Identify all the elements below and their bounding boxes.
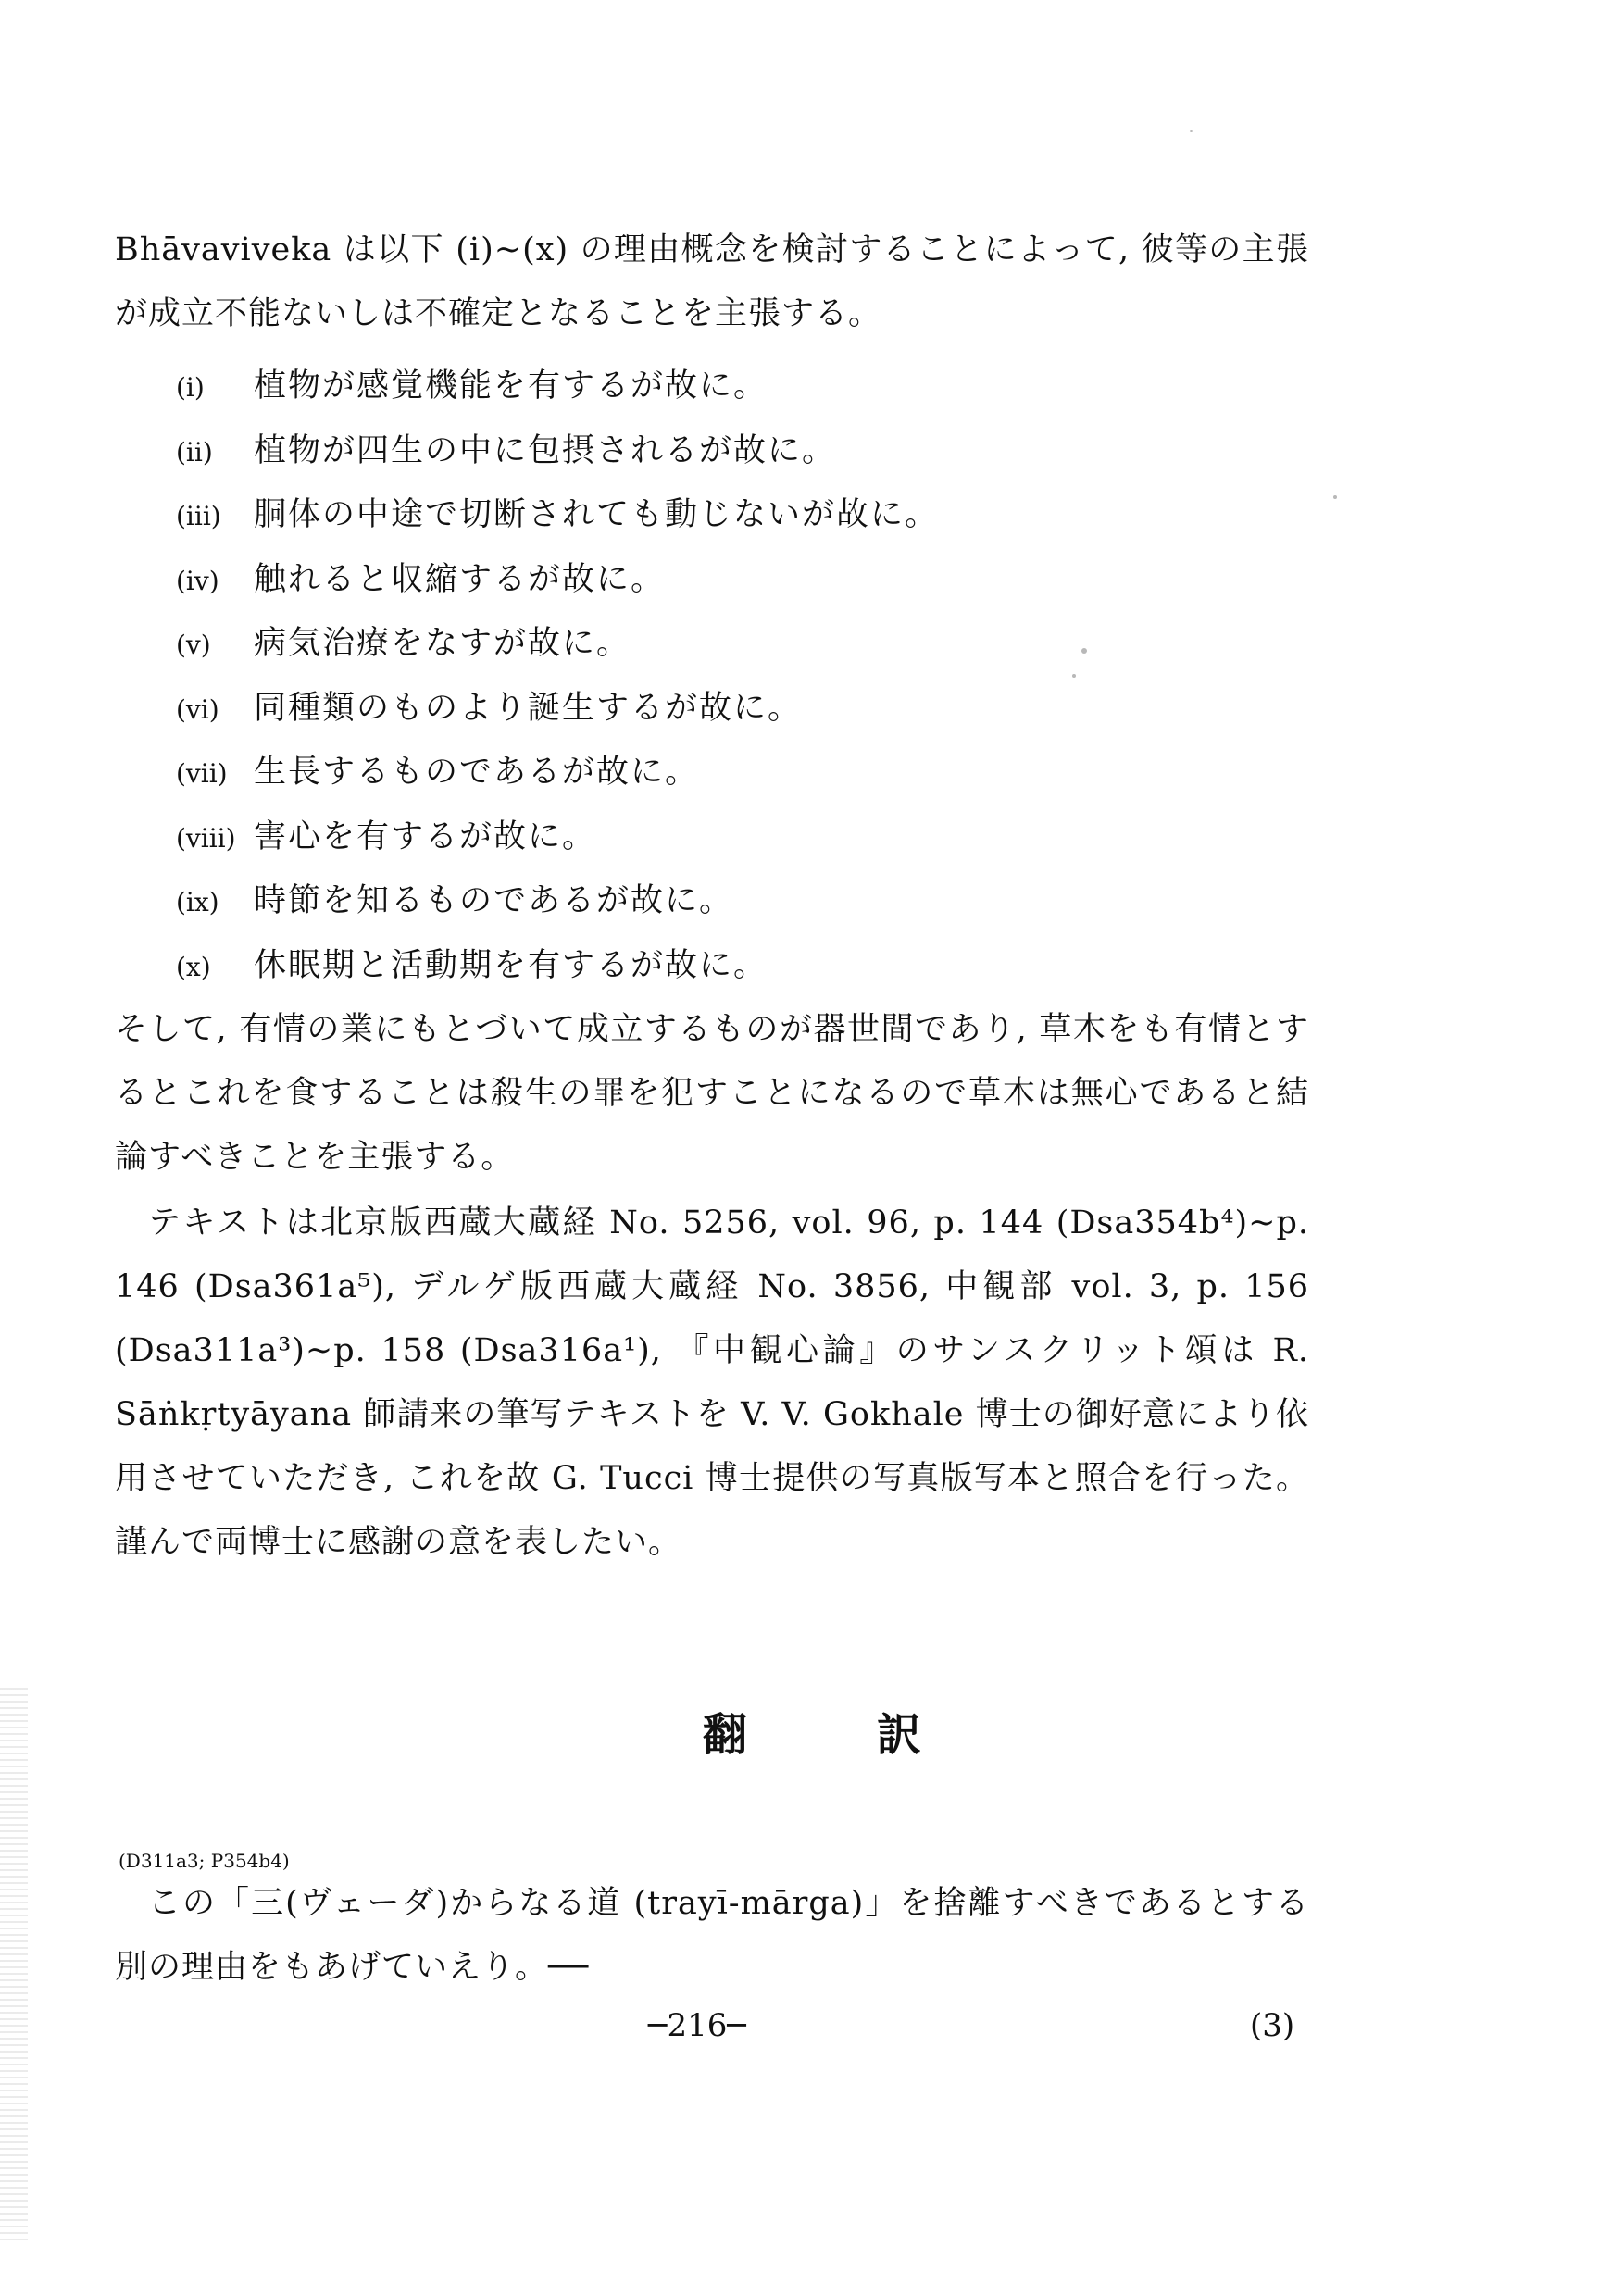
folio-reference: (D311a3; P354b4) [119,1850,290,1872]
reason-text: 同種類のものより誕生するが故に。 [254,689,803,727]
section-heading: 翻訳 [702,1709,1051,1761]
reason-marker: (vi) [176,693,219,725]
page-number: ─216─ [648,2007,746,2044]
section-number: (3) [1250,2007,1295,2044]
scan-speck [1081,648,1087,654]
reason-item [176,677,939,742]
reason-marker: (v) [176,630,211,660]
reason-marker: (iv) [176,565,219,596]
reason-marker: (x) [176,951,211,982]
reason-item [176,934,939,999]
reason-text: 害心を有するが故に。 [254,817,597,855]
reason-text: 休眠期と活動期を有するが故に。 [254,946,768,984]
reason-marker: (ii) [176,436,213,468]
reason-item [176,741,939,805]
scan-speck [1333,495,1337,499]
reason-item [176,419,939,484]
conclusion-paragraph: そして, 有情の業にもとづいて成立するものが器世間であり, 草木をも有情とするとこれを食することは殺生の罪を犯すことになるので草木は無心であると結論すべきことを主張する。 [115,1011,1309,1176]
reason-item [176,548,939,613]
reason-marker: (iii) [176,501,221,531]
reason-item [176,805,939,870]
reason-text: 生長するものであるが故に。 [254,754,700,791]
reason-marker: (viii) [176,822,236,854]
reason-text: 植物が感覚機能を有するが故に。 [254,368,768,405]
reason-text: 胴体の中途で切断されても動じないが故に。 [254,496,940,533]
source-note-paragraph: テキストは北京版西蔵大蔵経 No. 5256, vol. 96, p. 144 (Dsa354b⁴)~p. 146 (Dsa361a⁵), デルゲ版西蔵大蔵経 No. 3856, 中観部 vol. 3, p. 156 (Dsa311a³)~p. 158 (Dsa316a¹), 『中観心論』のサンスクリット頌は R. Sāṅkṛtyāyana 師請来の筆写テキストを V. V. Gokhale 博士の御好意により依用させていただき, これを故 G. Tucci 博士提供の写真版写本と照合を行った。謹んで両博士に感謝の意を表したい。 [115,1204,1309,1561]
reason-item [176,483,939,548]
reason-text: 病気治療をなすが故に。 [254,625,631,662]
reason-list [176,355,939,998]
reason-marker: (ix) [176,887,219,917]
reason-item [176,612,939,677]
reason-text: 時節を知るものであるが故に。 [254,882,734,919]
reason-item [176,355,939,419]
reason-item [176,869,939,934]
scan-edge-noise [0,1685,28,2240]
reason-text: 触れると収縮するが故に。 [254,560,666,598]
reason-text: 植物が四生の中に包摂されるが故に。 [254,431,837,469]
intro-paragraph: Bhāvaviveka は以下 (i)~(x) の理由概念を検討することによって, 彼等の主張が成立不能ないしは不確定となることを主張する。 [115,231,1309,332]
reason-marker: (vii) [176,758,228,789]
scan-speck [1072,674,1076,678]
reason-marker: (i) [176,372,205,403]
translation-paragraph: この「三(ヴェーダ)からなる道 (trayī-mārga)」を捨離すべきであるとする別の理由をもあげていえり。── [115,1885,1309,1986]
scan-speck [1190,130,1193,132]
